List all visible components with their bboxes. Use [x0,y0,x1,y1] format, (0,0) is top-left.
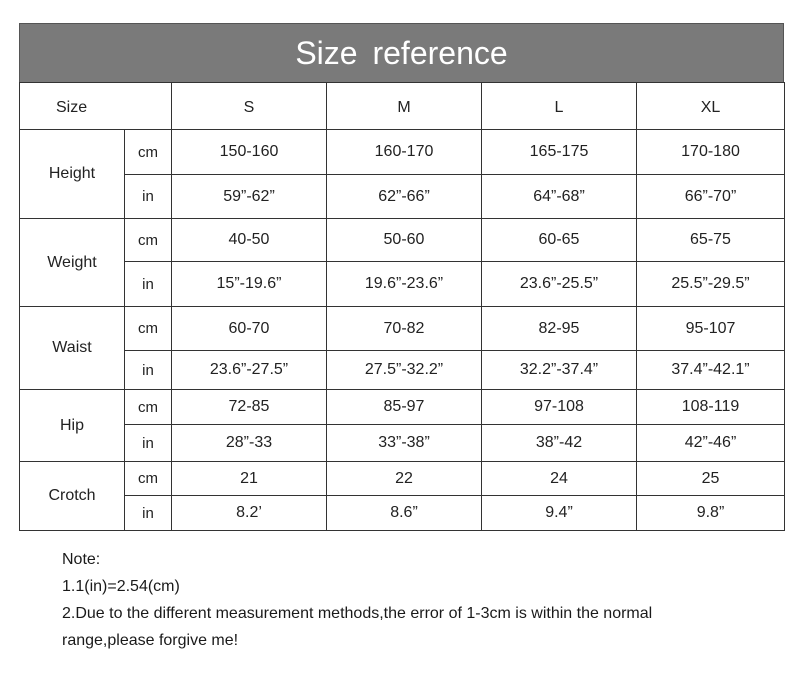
table-row [20,307,785,351]
measurement-label-weight: Weight [20,219,125,307]
size-header-label: Size [20,83,172,130]
measurement-label-height: Height [20,130,125,219]
size-reference-title: Size reference [19,23,784,83]
table-cell: 9.4” [482,496,637,531]
unit-cm: cm [125,130,172,175]
unit-in: in [125,351,172,390]
table-cell: 42”-46” [637,425,785,462]
table-row [20,262,785,307]
table-row [20,496,785,531]
table-cell: 108-119 [637,390,785,425]
table-cell: 70-82 [327,307,482,351]
table-cell: 65-75 [637,219,785,262]
table-cell: 23.6”-25.5” [482,262,637,307]
notes-section [62,546,652,654]
note-measurement-error-continued: range,please forgive me! [62,632,239,649]
table-row [20,219,785,262]
size-header-s: S [172,83,327,130]
table-cell: 85-97 [327,390,482,425]
table-cell: 170-180 [637,130,785,175]
table-row [20,390,785,425]
measurement-label-waist: Waist [20,307,125,390]
table-cell: 64”-68” [482,175,637,219]
measurement-label-crotch: Crotch [20,462,125,531]
table-cell: 33”-38” [327,425,482,462]
note-conversion: 1.1(in)=2.54(cm) [62,578,180,595]
table-cell: 95-107 [637,307,785,351]
table-cell: 150-160 [172,130,327,175]
size-header-l: L [482,83,637,130]
table-row [20,130,785,175]
size-header-m: M [327,83,482,130]
unit-in: in [125,175,172,219]
table-cell: 22 [327,462,482,496]
table-cell: 8.6” [327,496,482,531]
notes-heading: Note: [62,551,101,568]
table-cell: 97-108 [482,390,637,425]
table-cell: 19.6”-23.6” [327,262,482,307]
table-cell: 160-170 [327,130,482,175]
table-row [20,351,785,390]
measurement-label-hip: Hip [20,390,125,462]
table-cell: 37.4”-42.1” [637,351,785,390]
unit-cm: cm [125,219,172,262]
unit-cm: cm [125,390,172,425]
table-cell: 50-60 [327,219,482,262]
size-header-xl: XL [637,83,785,130]
table-cell: 25.5”-29.5” [637,262,785,307]
table-cell: 24 [482,462,637,496]
table-cell: 165-175 [482,130,637,175]
note-measurement-error: 2.Due to the different measurement methods,the error of 1-3cm is within the normal [62,605,653,622]
unit-in: in [125,425,172,462]
table-cell: 32.2”-37.4” [482,351,637,390]
table-cell: 66”-70” [637,175,785,219]
table-cell: 60-70 [172,307,327,351]
unit-in: in [125,496,172,531]
table-cell: 21 [172,462,327,496]
table-cell: 9.8” [637,496,785,531]
table-cell: 15”-19.6” [172,262,327,307]
size-chart-table [19,82,785,531]
table-cell: 38”-42 [482,425,637,462]
table-cell: 27.5”-32.2” [327,351,482,390]
unit-cm: cm [125,307,172,351]
table-cell: 82-95 [482,307,637,351]
table-cell: 8.2’ [172,496,327,531]
table-header-row [20,83,785,130]
table-cell: 23.6”-27.5” [172,351,327,390]
table-cell: 60-65 [482,219,637,262]
table-cell: 72-85 [172,390,327,425]
unit-in: in [125,262,172,307]
table-row [20,425,785,462]
unit-cm: cm [125,462,172,496]
table-cell: 25 [637,462,785,496]
table-cell: 62”-66” [327,175,482,219]
table-cell: 59”-62” [172,175,327,219]
table-row [20,462,785,496]
table-row [20,175,785,219]
table-cell: 40-50 [172,219,327,262]
table-cell: 28”-33 [172,425,327,462]
